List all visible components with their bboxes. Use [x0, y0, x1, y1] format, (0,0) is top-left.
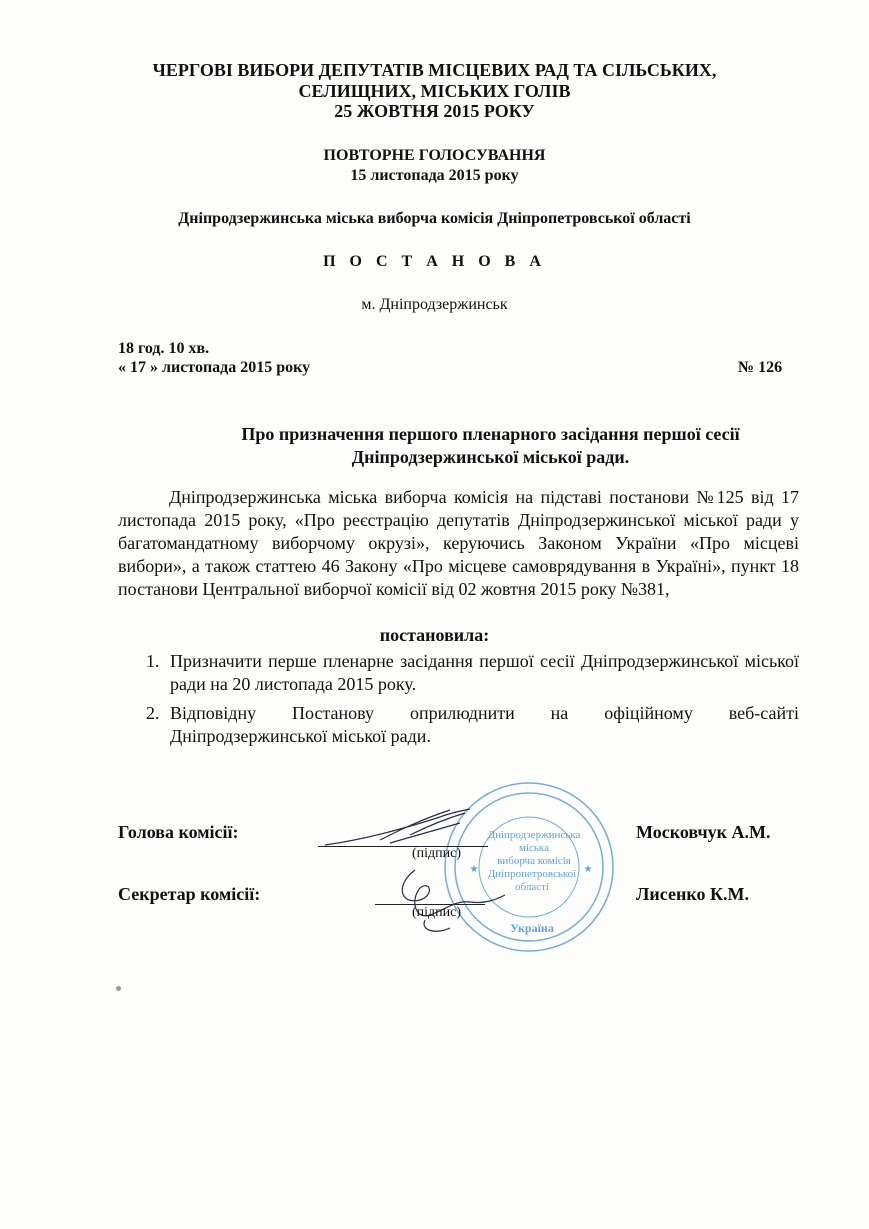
- repeat-voting-date: 15 листопада 2015 року: [350, 167, 519, 184]
- decision-list: [118, 650, 799, 754]
- election-title-line2: СЕЛИЩНИХ, МІСЬКИХ ГОЛІВ: [298, 81, 571, 101]
- document-date: « 17 » листопада 2015 року: [118, 359, 311, 376]
- body-paragraph-block: [118, 486, 799, 601]
- svg-text:★: ★: [469, 864, 479, 875]
- list-item-number: 1.: [146, 651, 160, 671]
- subject-line1: Про призначення першого пленарного засідання першої сесії: [241, 424, 740, 444]
- repeat-voting-title: ПОВТОРНЕ ГОЛОСУВАННЯ: [323, 147, 546, 164]
- list-item-number: 2.: [146, 703, 160, 723]
- document-number: № 126: [738, 359, 783, 376]
- city: м. Дніпродзержинськ: [361, 296, 508, 313]
- list-item: [118, 650, 799, 696]
- secretary-label: Секретар комісії:: [118, 884, 261, 904]
- subject-line2: Дніпродзержинської міської ради.: [351, 447, 630, 467]
- stamp-line-4: Дніпропетровської: [487, 868, 577, 880]
- secretary-signature: [375, 860, 515, 940]
- document-time: 18 год. 10 хв.: [118, 340, 210, 357]
- commission-name: Дніпродзержинська міська виборча комісія Дніпропетровської області: [178, 210, 691, 227]
- decision-word: постановила:: [379, 625, 490, 645]
- stamp-country: Україна: [510, 921, 554, 935]
- chair-label: Голова комісії:: [118, 822, 239, 842]
- svg-text:★: ★: [583, 864, 593, 875]
- document-type: П О С Т А Н О В А: [323, 253, 546, 270]
- list-item-text: Відповідну Постанову оприлюднити на офіційному веб-сайті Дніпродзержинської міської ради.: [170, 703, 799, 746]
- chair-name: Московчук А.М.: [636, 822, 771, 842]
- secretary-name: Лисенко К.М.: [636, 884, 750, 904]
- body-paragraph: Дніпродзержинська міська виборча комісія на підставі постанови №125 від 17 листопада 2015 року, «Про реєстрацію депутатів Дніпродзержинської міської ради у багатомандатному виборчому окрузі», керуючись Законом України «Про місцеві вибори», а також статтею 46 Закону «Про місцеве самоврядування в Україні», пункт 18 постанови Центральної виборчої комісії від 02 жовтня 2015 року №381,: [118, 487, 799, 599]
- stamp-line-1: Дніпродзержинська: [487, 829, 581, 841]
- list-item-text: Призначити перше пленарне засідання першої сесії Дніпродзержинської міської ради на 20 листопада 2015 року.: [170, 651, 799, 694]
- list-item: [118, 702, 799, 748]
- stamp-line-2: міська: [519, 842, 549, 854]
- secretary-signature-caption: (підпис): [412, 905, 462, 920]
- stamp-line-5: області: [515, 881, 549, 893]
- election-date: 25 ЖОВТНЯ 2015 РОКУ: [334, 101, 535, 121]
- chair-signature-caption: (підпис): [412, 846, 462, 861]
- scan-dot: [116, 986, 121, 991]
- election-title-line1: ЧЕРГОВІ ВИБОРИ ДЕПУТАТІВ МІСЦЕВИХ РАД ТА СІЛЬСЬКИХ,: [152, 60, 717, 80]
- stamp-line-3: виборча комісія: [497, 855, 571, 867]
